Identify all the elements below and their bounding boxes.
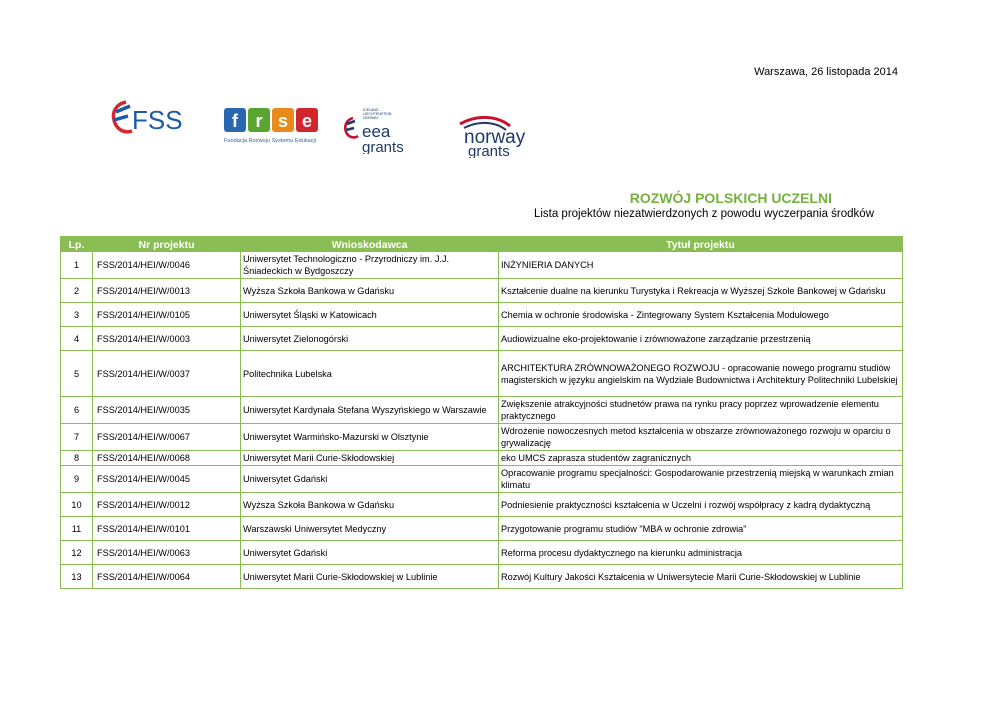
svg-text:LIECHTENSTEIN: LIECHTENSTEIN	[363, 112, 392, 116]
cell-lp: 1	[61, 252, 93, 279]
cell-nr: FSS/2014/HEI/W/0101	[93, 517, 241, 541]
header-wnioskodawca: Wnioskodawca	[241, 237, 499, 252]
cell-nr: FSS/2014/HEI/W/0013	[93, 279, 241, 303]
cell-applicant: Politechnika Lubelska	[241, 351, 499, 397]
cell-nr: FSS/2014/HEI/W/0105	[93, 303, 241, 327]
fss-logo	[108, 96, 190, 143]
cell-nr: FSS/2014/HEI/W/0012	[93, 493, 241, 517]
cell-lp: 7	[61, 424, 93, 451]
cell-lp: 6	[61, 397, 93, 424]
cell-lp: 3	[61, 303, 93, 327]
cell-nr: FSS/2014/HEI/W/0037	[93, 351, 241, 397]
header-tytul-projektu: Tytuł projektu	[499, 237, 903, 252]
cell-applicant: Uniwersytet Gdański	[241, 541, 499, 565]
cell-nr: FSS/2014/HEI/W/0045	[93, 466, 241, 493]
svg-text:Fundacja Rozwoju Systemu Eduka: Fundacja Rozwoju Systemu Edukacji	[224, 138, 317, 144]
cell-lp: 9	[61, 466, 93, 493]
document-title: ROZWÓJ POLSKICH UCZELNI	[629, 190, 832, 206]
svg-text:e: e	[301, 111, 313, 131]
cell-nr: FSS/2014/HEI/W/0046	[93, 252, 241, 279]
cell-title: Kształcenie dualne na kierunku Turystyka i Rekreacja w Wyższej Szkole Bankowej w Gdańsku	[499, 279, 903, 303]
cell-title: Audiowizualne eko-projektowanie i zrównoważone zarządzanie przestrzenią	[499, 327, 903, 351]
cell-title: Wdrożenie nowoczesnych metod kształcenia w obszarze zrównoważonego rozwoju w oparciu o grywalizację	[499, 424, 903, 451]
cell-applicant: Warszawski Uniwersytet Medyczny	[241, 517, 499, 541]
cell-lp: 11	[61, 517, 93, 541]
table-row	[61, 466, 903, 493]
svg-text:ICELAND: ICELAND	[363, 108, 379, 112]
cell-lp: 4	[61, 327, 93, 351]
table-row	[61, 541, 903, 565]
cell-nr: FSS/2014/HEI/W/0003	[93, 327, 241, 351]
cell-title: Reforma procesu dydaktycznego na kierunku administracja	[499, 541, 903, 565]
table-row	[61, 303, 903, 327]
svg-text:FSS: FSS	[132, 105, 183, 135]
cell-nr: FSS/2014/HEI/W/0068	[93, 451, 241, 466]
cell-lp: 10	[61, 493, 93, 517]
cell-title: Chemia w ochronie środowiska - Zintegrowany System Kształcenia Modułowego	[499, 303, 903, 327]
cell-title: INŻYNIERIA DANYCH	[499, 252, 903, 279]
table-row	[61, 424, 903, 451]
table-row	[61, 397, 903, 424]
table-row	[61, 565, 903, 589]
cell-applicant: Uniwersytet Marii Curie-Skłodowskiej w Lublinie	[241, 565, 499, 589]
svg-text:norway: norway	[464, 127, 526, 148]
svg-text:grants: grants	[468, 143, 510, 158]
header-nr-projektu: Nr projektu	[93, 237, 241, 252]
cell-title: Rozwój Kultury Jakości Kształcenia w Uniwersytecie Marii Curie-Skłodowskiej w Lublinie	[499, 565, 903, 589]
cell-applicant: Uniwersytet Kardynała Stefana Wyszyńskiego w Warszawie	[241, 397, 499, 424]
eea-grants-logo	[343, 106, 417, 159]
table-header-row	[61, 237, 903, 252]
svg-text:grants: grants	[362, 139, 404, 154]
cell-applicant: Wyższa Szkoła Bankowa w Gdańsku	[241, 279, 499, 303]
table-row	[61, 517, 903, 541]
cell-title: Opracowanie programu specjalności: Gospodarowanie przestrzenią miejską w warunkach zmian klimatu	[499, 466, 903, 493]
cell-applicant: Uniwersytet Gdański	[241, 466, 499, 493]
document-date: Warszawa, 26 listopada 2014	[754, 66, 898, 78]
cell-title: ARCHITEKTURA ZRÓWNOWAŻONEGO ROZWOJU - opracowanie nowego programu studiów magisterskich w języku angielskim na Wydziale Budownictwa i Architektury Politechniki Lubelskiej	[499, 351, 903, 397]
cell-nr: FSS/2014/HEI/W/0035	[93, 397, 241, 424]
table-row	[61, 493, 903, 517]
cell-lp: 13	[61, 565, 93, 589]
svg-text:eea: eea	[362, 122, 391, 141]
cell-applicant: Uniwersytet Technologiczno - Przyrodniczy im. J.J. Śniadeckich w Bydgoszczy	[241, 252, 499, 279]
cell-title: Przygotowanie programu studiów "MBA w ochronie zdrowia"	[499, 517, 903, 541]
cell-lp: 2	[61, 279, 93, 303]
cell-title: Zwiększenie atrakcyjności studnetów prawa na rynku pracy poprzez wprowadzenie elementu praktycznego	[499, 397, 903, 424]
norway-grants-logo	[458, 116, 552, 163]
svg-text:s: s	[277, 111, 289, 131]
cell-lp: 12	[61, 541, 93, 565]
cell-applicant: Uniwersytet Warmińsko-Mazurski w Olsztynie	[241, 424, 499, 451]
cell-nr: FSS/2014/HEI/W/0064	[93, 565, 241, 589]
table-row	[61, 451, 903, 466]
cell-applicant: Uniwersytet Śląski w Katowicach	[241, 303, 499, 327]
projects-table	[60, 236, 903, 589]
cell-nr: FSS/2014/HEI/W/0067	[93, 424, 241, 451]
frse-logo	[222, 106, 324, 153]
header-lp: Lp.	[61, 237, 93, 252]
svg-text:NORWAY: NORWAY	[363, 116, 379, 120]
table-row	[61, 327, 903, 351]
cell-applicant: Wyższa Szkoła Bankowa w Gdańsku	[241, 493, 499, 517]
table-row	[61, 252, 903, 279]
table-row	[61, 351, 903, 397]
svg-text:r: r	[255, 111, 263, 131]
cell-title: eko UMCS zaprasza studentów zagranicznych	[499, 451, 903, 466]
cell-lp: 8	[61, 451, 93, 466]
cell-nr: FSS/2014/HEI/W/0063	[93, 541, 241, 565]
cell-applicant: Uniwersytet Zielonogórski	[241, 327, 499, 351]
cell-applicant: Uniwersytet Marii Curie-Skłodowskiej	[241, 451, 499, 466]
table-row	[61, 279, 903, 303]
svg-text:f: f	[232, 111, 238, 131]
cell-title: Podniesienie praktyczności kształcenia w Uczelni i rozwój współpracy z kadrą dydaktyczną	[499, 493, 903, 517]
cell-lp: 5	[61, 351, 93, 397]
document-subtitle: Lista projektów niezatwierdzonych z powodu wyczerpania środków	[533, 208, 874, 220]
